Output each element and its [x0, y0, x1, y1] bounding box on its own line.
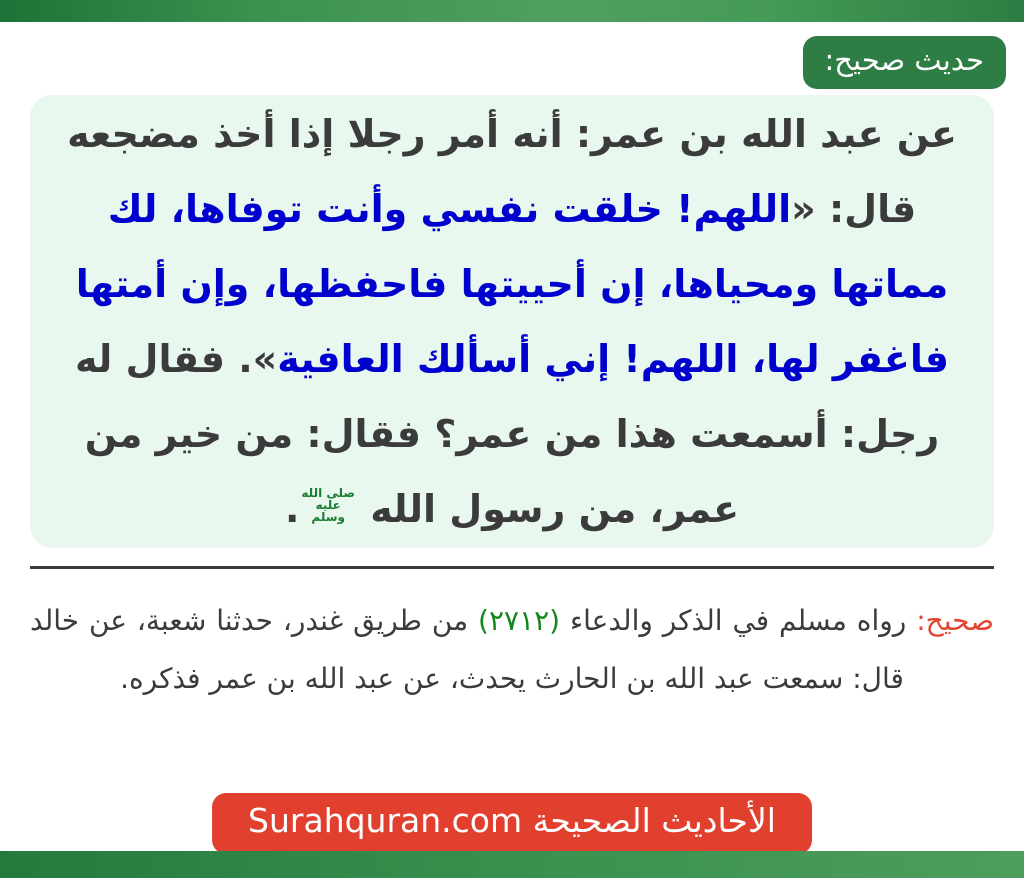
narration-intro: عن عبد الله بن عمر: أنه أمر رجلا إذا أخذ مضجعه قال: «	[67, 111, 957, 231]
section-divider	[30, 566, 994, 569]
grade-label: صحيح:	[916, 604, 994, 637]
final-period: .	[284, 486, 300, 531]
bottom-green-bar	[0, 851, 1024, 878]
dua-text: اللهم! خلقت نفسي وأنت توفاها، لك مماتها ومحياها، إن أحييتها فاحفظها، وإن أمتها فاغفر لها، اللهم! إني أسألك العافية	[75, 186, 950, 381]
top-green-bar	[0, 0, 1024, 22]
source-text: رواه مسلم في الذكر والدعاء	[560, 604, 917, 637]
hadith-text-box	[30, 95, 994, 548]
hadith-grade-badge: حديث صحيح:	[803, 36, 1007, 89]
hadith-number: (٢٧١٢)	[478, 604, 561, 637]
narration-closing: ». فقال له رجل: أسمعت هذا من عمر؟ فقال: من خير من عمر، من رسول الله	[74, 336, 940, 531]
isnad-text: من طريق غندر، حدثنا شعبة، عن خالد قال: سمعت عبد الله بن الحارث يحدث، عن عبد الله بن عمر فذكره.	[30, 604, 904, 695]
hadith-text	[56, 97, 968, 547]
surahquran-site-button[interactable]: الأحاديث الصحيحة Surahquran.com	[212, 793, 812, 854]
takhrij-paragraph	[30, 592, 994, 708]
pbuh-honorific: صلى الله عليه وسلم	[301, 486, 355, 524]
